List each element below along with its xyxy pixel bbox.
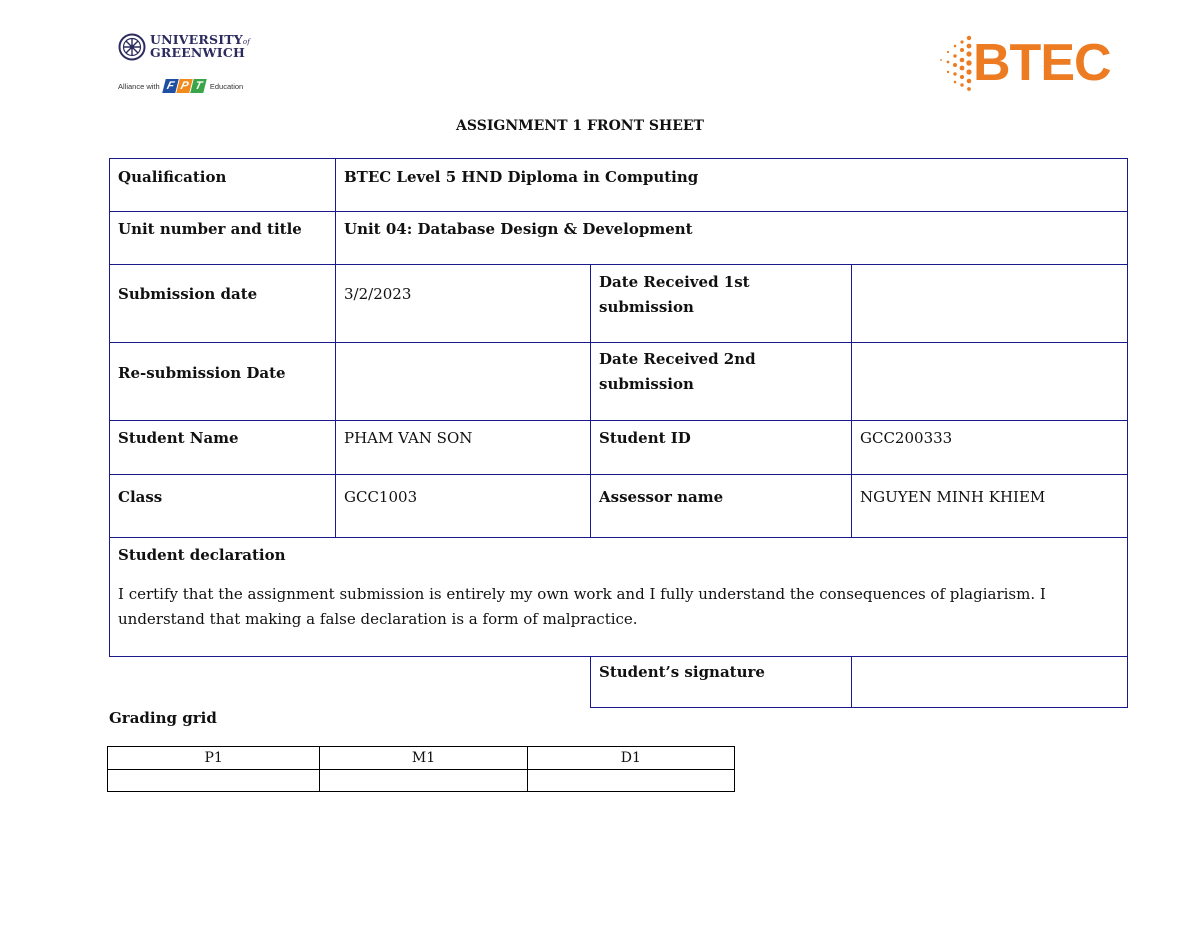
signature-label: Student’s signature — [599, 663, 765, 681]
received-2nd-label-line1: Date Received 2nd — [599, 350, 756, 368]
resubmission-label: Re-submission Date — [118, 364, 286, 382]
unit-value: Unit 04: Database Design & Development — [344, 220, 693, 238]
page-title: ASSIGNMENT 1 FRONT SHEET — [456, 118, 704, 134]
student-id-value: GCC200333 — [860, 429, 953, 447]
grade-m1-value[interactable] — [320, 769, 527, 792]
grading-header-row — [108, 747, 735, 770]
student-id-label: Student ID — [599, 429, 691, 447]
grade-d1-value[interactable] — [527, 769, 734, 792]
grading-grid-heading: Grading grid — [109, 709, 217, 727]
declaration-text-line1: I certify that the assignment submission is entirely my own work and I fully understand the consequences of plagiarism. I — [118, 585, 1046, 603]
student-name-label: Student Name — [118, 429, 239, 447]
grading-grid-table — [107, 746, 735, 792]
fpt-logo: F P T — [162, 79, 207, 93]
signature-value-cell[interactable] — [851, 656, 1128, 708]
grade-p1-value[interactable] — [108, 769, 320, 792]
university-wordmark: UNIVERSITYof — [150, 32, 251, 47]
grade-d1-header: D1 — [527, 747, 734, 770]
received-1st-value-cell — [851, 264, 1128, 343]
fpt-alliance-line: Alliance with F P T Education — [118, 80, 244, 92]
declaration-heading: Student declaration — [118, 546, 286, 564]
greenwich-wordmark: GREENWICH — [150, 45, 245, 60]
qualification-value: BTEC Level 5 HND Diploma in Computing — [344, 168, 699, 186]
grade-m1-header: M1 — [320, 747, 527, 770]
grading-value-row — [108, 769, 735, 792]
submission-date-label: Submission date — [118, 285, 258, 303]
submission-date-value: 3/2/2023 — [344, 285, 412, 303]
grade-p1-header: P1 — [108, 747, 320, 770]
unit-label: Unit number and title — [118, 220, 302, 238]
qualification-label: Qualification — [118, 168, 227, 186]
student-name-value: PHAM VAN SON — [344, 429, 473, 447]
declaration-text-line2: understand that making a false declaration is a form of malpractice. — [118, 610, 638, 628]
received-1st-label-line2: submission — [599, 298, 694, 316]
btec-wordmark: BTEC — [973, 34, 1111, 92]
assessor-value: NGUYEN MINH KHIEM — [860, 488, 1046, 506]
received-2nd-value-cell — [851, 342, 1128, 421]
received-1st-label-line1: Date Received 1st — [599, 273, 750, 291]
university-of-greenwich-logo — [118, 33, 258, 97]
received-2nd-label-line2: submission — [599, 375, 694, 393]
class-label: Class — [118, 488, 163, 506]
btec-logo — [935, 32, 1125, 94]
resubmission-value-cell — [335, 342, 591, 421]
class-value: GCC1003 — [344, 488, 418, 506]
greenwich-crest-icon — [118, 33, 146, 61]
assessor-label: Assessor name — [599, 488, 724, 506]
